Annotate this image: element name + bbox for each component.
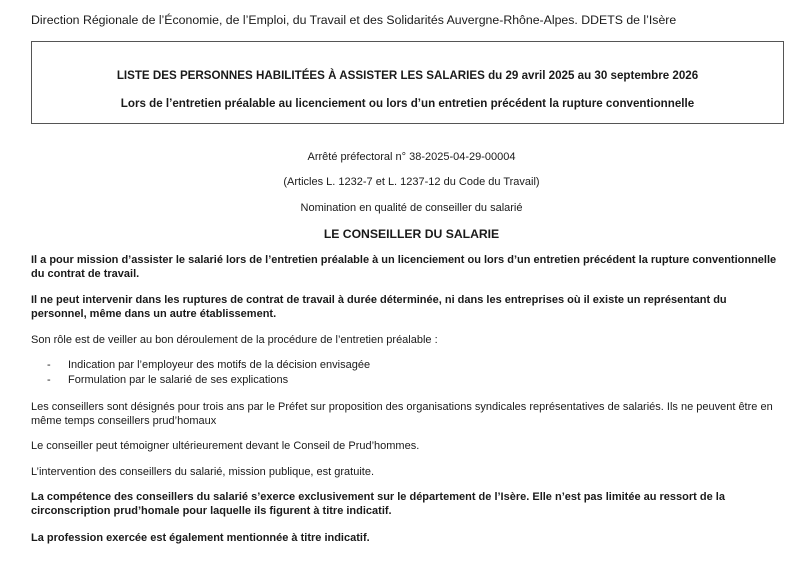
list-item [31, 358, 370, 373]
paragraph-profession: La profession exercée est également mentionnée à titre indicatif. [31, 532, 370, 544]
document-subtitle: Lors de l’entretien préalable au licenciement ou lors d’un entretien précédent la rupture conventionnelle [120, 97, 695, 110]
paragraph-role: Son rôle est de veiller au bon déroulement de la procédure de l’entretien préalable : [31, 334, 438, 346]
paragraph-mission: Il a pour mission d’assister le salarié lors de l’entretien préalable à un licenciement ou lors d’un entretien précédent la rupture conventionnelle du contrat de travail. [31, 254, 777, 280]
paragraph-free-service: L’intervention des conseillers du salarié, mission publique, est gratuite. [31, 466, 375, 478]
list-item [31, 373, 370, 388]
paragraph-designation: Les conseillers sont désignés pour trois ans par le Préfet sur proposition des organisations syndicales représentatives de salariés. Ils ne peuvent être en même temps conseillers prud’homaux [31, 401, 773, 427]
bullet-dash: - [47, 359, 51, 371]
list-item-text: Formulation par le salarié de ses explications [68, 373, 289, 386]
section-heading: LE CONSEILLER DU SALARIE [323, 227, 500, 241]
paragraph-competence: La compétence des conseillers du salarié s’exerce exclusivement sur le département de l’Isère. Elle n’est pas limitée au ressort de la circonscription prud’homale pour laquelle ils figurent à titre indicatif. [31, 491, 725, 517]
decree-number: Arrêté préfectoral n° 38-2025-04-29-00004 [307, 151, 516, 163]
paragraph-restrictions: Il ne peut intervenir dans les ruptures de contrat de travail à durée déterminée, ni dans les entreprises où il existe un représentant du personnel, même dans un autre établissement. [31, 294, 727, 320]
document-title: LISTE DES PERSONNES HABILITÉES À ASSISTER LES SALARIES du 29 avril 2025 au 30 septembre 2026 [116, 69, 699, 82]
bullet-dash: - [47, 373, 51, 386]
role-bullet-list [31, 358, 370, 387]
list-item-text: Indication par l’employeur des motifs de la décision envisagée [68, 359, 371, 371]
header-administration: Direction Régionale de l’Économie, de l’Emploi, du Travail et des Solidarités Auvergne-Rhône-Alpes. DDETS de l’Isère [31, 13, 677, 27]
decree-nomination: Nomination en qualité de conseiller du salarié [300, 202, 523, 214]
paragraph-testimony: Le conseiller peut témoigner ultérieurement devant le Conseil de Prud’hommes. [31, 440, 420, 452]
title-box [31, 41, 784, 124]
decree-articles: (Articles L. 1232-7 et L. 1237-12 du Code du Travail) [283, 176, 540, 188]
